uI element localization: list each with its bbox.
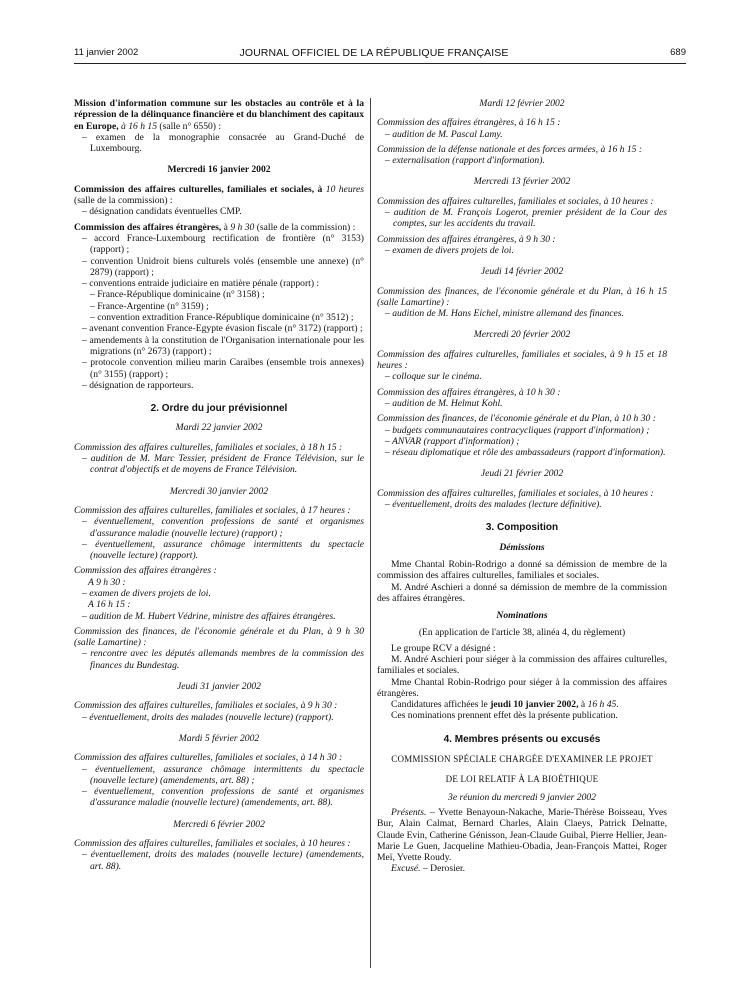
header-title: JOURNAL OFFICIEL DE LA RÉPUBLIQUE FRANÇAISE bbox=[239, 47, 509, 59]
commission-heading: Commission des affaires culturelles, familiales et sociales, à 14 h 30 : bbox=[74, 752, 343, 764]
regulation-note: (En application de l'article 38, alinéa 4, du règlement) bbox=[418, 627, 626, 639]
commission-heading: Commission des affaires étrangères, à 16 h 15 : bbox=[377, 117, 561, 129]
commission-heading: Commission des affaires culturelles, familiales et sociales, à 9 h 30 : bbox=[74, 700, 338, 712]
agenda-item: – amendements à la constitution de l'Organisation internationale pour les migrations (n° 2673) (rapport) ; bbox=[82, 334, 364, 357]
time-label: A 9 h 30 : bbox=[88, 576, 126, 588]
commission-title-line: COMMISSION SPÉCIALE CHARGÉE D'EXAMINER LE PROJET bbox=[391, 754, 653, 765]
commission-title-line: DE LOI RELATIF À LA BIOÉTHIQUE bbox=[445, 774, 599, 785]
agenda-item: – audition de M. Hans Eichel, ministre allemand des finances. bbox=[385, 308, 624, 320]
commission-heading: Commission des affaires étrangères, à 10 h 30 : bbox=[377, 386, 561, 398]
paragraph: Mme Chantal Robin-Rodrigo a donné sa démission de membre de la commission des affaires culturelles, familiales et sociales. bbox=[377, 558, 667, 582]
commission-heading: Commission des finances, de l'économie générale et du Plan, à 10 h 30 : bbox=[377, 413, 656, 425]
mission-heading: Mission d'information commune sur les obstacles au contrôle et à la répression de la délinquance financière et du blanchiment des capitaux en Europe, à 16 h 15 (salle n° 6550) : bbox=[74, 98, 364, 132]
section-heading-ordre-du-jour: 2. Ordre du jour prévisionnel bbox=[150, 403, 288, 415]
commission-heading: Commission des affaires culturelles, familiales et sociales, à 17 heures : bbox=[74, 504, 351, 516]
agenda-item: – rencontre avec les députés allemands membres de la commission des finances du Bundestag. bbox=[82, 648, 364, 671]
date-heading-16-janvier: Mercredi 16 janvier 2002 bbox=[167, 164, 271, 176]
subheading-nominations: Nominations bbox=[496, 610, 548, 622]
agenda-item: – budgets communautaires contracycliques (rapport d'information) ; bbox=[385, 424, 650, 436]
commission-heading: Commission des affaires étrangères, à 9 h 30 (salle de la commission) : bbox=[74, 221, 356, 233]
agenda-item: – éventuellement, droits des malades (nouvelle lecture) (amendements, art. 88). bbox=[82, 849, 364, 872]
section-heading-membres: 4. Membres présents ou excusés bbox=[443, 733, 601, 745]
column-divider bbox=[370, 98, 371, 968]
header-date: 11 janvier 2002 bbox=[74, 47, 139, 58]
agenda-item: – conventions entraide judiciaire en matière pénale (rapport) : bbox=[82, 278, 320, 290]
agenda-item: – avenant convention France-Egypte évasion fiscale (n° 3172) (rapport) ; bbox=[82, 323, 363, 335]
agenda-item: – éventuellement, assurance chômage intermittents du spectacle (nouvelle lecture) (amendements, art. 88) ; bbox=[82, 763, 364, 786]
date-heading: Jeudi 14 février 2002 bbox=[480, 266, 564, 278]
commission-heading: Commission des affaires étrangères, à 9 h 30 : bbox=[377, 233, 556, 245]
date-heading: Mardi 5 février 2002 bbox=[178, 732, 260, 744]
agenda-item: – audition de M. Pascal Lamy. bbox=[385, 128, 503, 140]
attendance-excused: Excusé. – Derosier. bbox=[391, 863, 466, 875]
attendance-present: Présents. – Yvette Benayoun-Nakache, Marie-Thérèse Boisseau, Yves Bur, Alain Calmat, Bernard Charles, Alain Claeys, Patrick Delnatte, Claude Evin, Catherine Génisson, Jean-Claude Guibal, Pierre Hellier, Jean-Marie Le Guen, Jacqueline Mathieu-Obadia, Jean-François Mattei, Roger Meï, Yvette Roudy. bbox=[377, 806, 668, 864]
header-rule bbox=[74, 63, 686, 64]
agenda-item: – audition de M. Hubert Védrine, ministre des affaires étrangères. bbox=[82, 610, 336, 622]
agenda-item: – éventuellement, assurance chômage intermittents du spectacle (nouvelle lecture) (rapport). bbox=[82, 538, 364, 562]
paragraph: M. André Aschieri pour siéger à la commission des affaires culturelles, familiales et sociales. bbox=[377, 653, 667, 677]
commission-heading: Commission des finances, de l'économie générale et du Plan, à 16 h 15 (salle Lamartine) : bbox=[377, 285, 667, 308]
agenda-item: – audition de M. Marc Tessier, président de France Télévision, sur le contrat d'objectifs et de moyens de France Télévision. bbox=[82, 453, 364, 476]
time-label: A 16 h 15 : bbox=[88, 599, 131, 611]
agenda-item: – externalisation (rapport d'information). bbox=[385, 155, 545, 167]
agenda-item: – examen de divers projets de loi. bbox=[385, 244, 514, 256]
commission-heading: Commission des affaires culturelles, familiales et sociales, à 18 h 15 : bbox=[74, 441, 343, 453]
left-column bbox=[74, 98, 364, 872]
commission-heading: Commission de la défense nationale et des forces armées, à 16 h 15 : bbox=[377, 143, 643, 155]
agenda-item: – désignation de rapporteurs. bbox=[82, 379, 194, 391]
agenda-subitem: – France-République dominicaine (n° 3158) ; bbox=[90, 289, 265, 301]
date-heading: Mercredi 13 février 2002 bbox=[473, 176, 571, 188]
agenda-item: – convention Unidroit biens culturels volés (ensemble une annexe) (n° 2879) (rapport) ; bbox=[82, 255, 364, 278]
subheading-demissions: Démissions bbox=[499, 541, 545, 553]
agenda-item: – éventuellement, droits des malades (nouvelle lecture) (rapport). bbox=[82, 711, 334, 723]
commission-heading: Commission des affaires étrangères : bbox=[74, 565, 217, 577]
agenda-item: – accord France-Luxembourg rectification de frontière (n° 3153) (rapport) ; bbox=[82, 232, 364, 256]
date-heading: Jeudi 21 février 2002 bbox=[480, 468, 564, 480]
section-heading-composition: 3. Composition bbox=[485, 522, 559, 534]
header-page-number: 689 bbox=[670, 47, 686, 58]
paragraph: Candidatures affichées le jeudi 10 janvier 2002, à 16 h 45. bbox=[391, 699, 619, 711]
agenda-item: – ANVAR (rapport d'information) ; bbox=[385, 435, 520, 447]
date-heading: Mardi 12 février 2002 bbox=[479, 98, 565, 109]
commission-heading: Commission des affaires culturelles, familiales et sociales, à 10 heures : bbox=[377, 195, 654, 207]
agenda-item: – audition de M. Helmut Kohl. bbox=[385, 397, 503, 409]
paragraph: Mme Chantal Robin-Rodrigo pour siéger à la commission des affaires étrangères. bbox=[377, 676, 667, 699]
agenda-item: – examen de divers projets de loi. bbox=[82, 587, 211, 599]
agenda-item: – colloque sur le cinéma. bbox=[385, 371, 482, 383]
agenda-item: – audition de M. François Logerot, premier président de la Cour des comptes, sur les accidents du travail. bbox=[385, 207, 667, 230]
paragraph: Le groupe RCV a désigné : bbox=[391, 642, 496, 654]
meeting-label: 3e réunion du mercredi 9 janvier 2002 bbox=[448, 791, 596, 803]
agenda-item: – éventuellement, droits des malades (lecture définitive). bbox=[385, 499, 602, 511]
agenda-item: – désignation candidats éventuelles CMP. bbox=[82, 206, 242, 218]
agenda-subitem: – convention extradition France-République dominicaine (n° 3512) ; bbox=[90, 312, 354, 324]
agenda-item: – protocole convention milieu marin Caraïbes (ensemble trois annexes) (n° 3155) (rapport) ; bbox=[82, 357, 364, 380]
date-heading: Mardi 22 janvier 2002 bbox=[175, 422, 263, 434]
commission-heading: Commission des affaires culturelles, familiales et sociales, à 10 heures : bbox=[377, 487, 654, 499]
agenda-item: – éventuellement, convention professions de santé et organismes d'assurance maladie (nouvelle lecture) (rapport) ; bbox=[82, 516, 364, 539]
paragraph: M. André Aschieri a donné sa démission de membre de la commission des affaires étrangères. bbox=[377, 581, 667, 604]
date-heading: Mercredi 20 février 2002 bbox=[473, 329, 571, 341]
commission-heading: Commission des affaires culturelles, familiales et sociales, à 10 heures : bbox=[74, 838, 351, 850]
right-column bbox=[377, 98, 667, 875]
date-heading: Mercredi 6 février 2002 bbox=[173, 818, 265, 830]
agenda-item: – éventuellement, convention professions de santé et organismes d'assurance maladie (nouvelle lecture) (amendements, art. 88). bbox=[82, 786, 364, 809]
agenda-item: – réseau diplomatique et rôle des ambassadeurs (rapport d'information). bbox=[385, 447, 666, 459]
mission-item: – examen de la monographie consacrée au Grand-Duché de Luxembourg. bbox=[82, 131, 364, 155]
commission-heading: Commission des affaires culturelles, familiales et sociales, à 10 heures (salle de la commission) : bbox=[74, 183, 364, 207]
date-heading: Mercredi 30 janvier 2002 bbox=[169, 485, 269, 497]
commission-heading: Commission des finances, de l'économie générale et du Plan, à 9 h 30 (salle Lamartine) : bbox=[74, 625, 364, 649]
paragraph: Ces nominations prennent effet dès la présente publication. bbox=[391, 710, 618, 722]
date-heading: Jeudi 31 janvier 2002 bbox=[177, 681, 261, 693]
commission-heading: Commission des affaires culturelles, familiales et sociales, à 9 h 15 et 18 heures : bbox=[377, 348, 667, 372]
agenda-subitem: – France-Argentine (n° 3159) ; bbox=[90, 300, 209, 312]
